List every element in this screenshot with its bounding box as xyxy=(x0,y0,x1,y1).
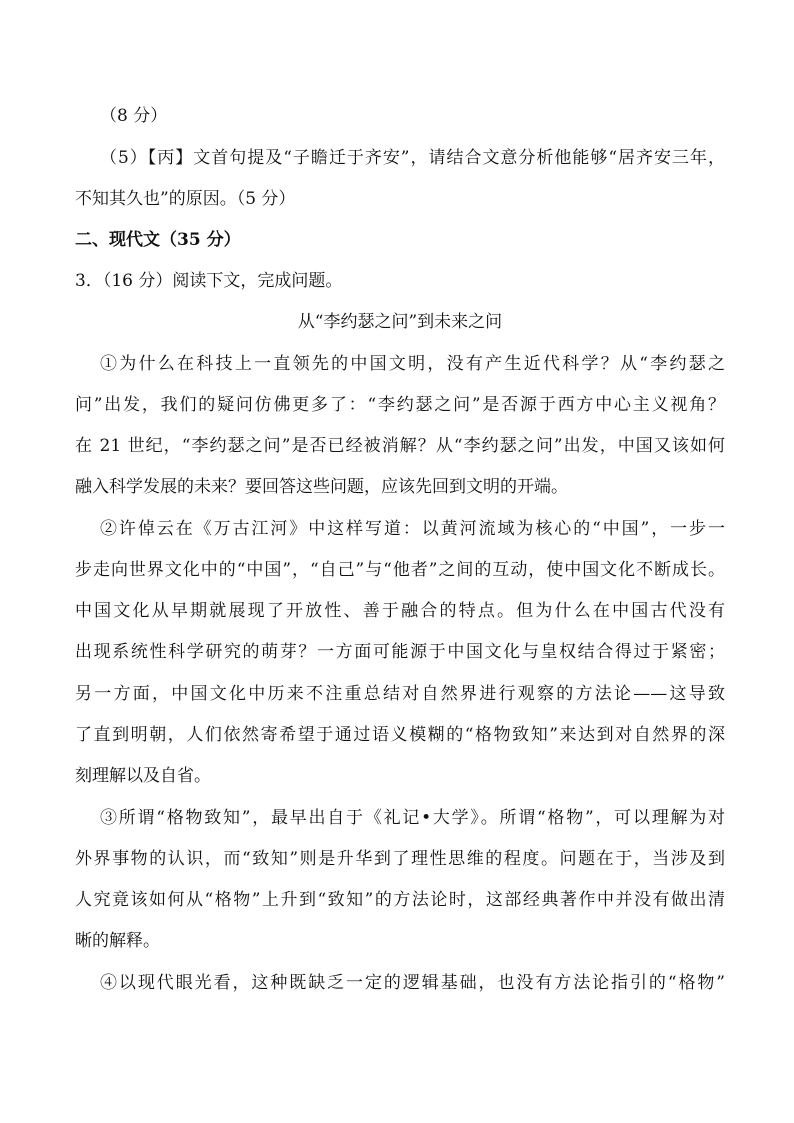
question-3-heading: 3．（16 分）阅读下文，完成问题。 xyxy=(75,271,343,291)
paragraph-3-line-3: 人究竟该如何从“格物”上升到“致知”的方法论时，这部经典著作中并没有做出清 xyxy=(75,890,725,910)
paragraph-2-line-3: 中国文化从早期就展现了开放性、善于融合的特点。但为什么在中国古代没有 xyxy=(75,601,725,621)
paragraph-1-line-1: ①为什么在科技上一直领先的中国文明，没有产生近代科学？从“李约瑟之 xyxy=(100,354,725,374)
paragraph-1-line-4: 融入科学发展的未来？要回答这些问题，应该先回到文明的开端。 xyxy=(75,477,568,497)
paragraph-3-line-2: 外界事物的认识，而“致知”则是升华到了理性思维的程度。问题在于，当涉及到 xyxy=(75,849,725,869)
score-note: （8 分） xyxy=(100,106,168,126)
paragraph-2-line-6: 了直到明朝，人们依然寄希望于通过语义模糊的“格物致知”来达到对自然界的深 xyxy=(75,725,725,745)
paragraph-2-line-2: 步走向世界文化中的“中国”，“自己”与“他者”之间的互动，使中国文化不断成长。 xyxy=(75,560,725,580)
question-5-line-2: 不知其久也”的原因。（5 分） xyxy=(75,189,296,209)
paragraph-4-line-1: ④以现代眼光看，这种既缺乏一定的逻辑基础，也没有方法论指引的“格物” xyxy=(100,973,725,993)
article-title: 从“李约瑟之问”到未来之问 xyxy=(297,312,503,332)
paragraph-3-line-4: 晰的解释。 xyxy=(75,931,160,951)
section-heading: 二、现代文（35 分） xyxy=(75,230,241,250)
paragraph-1-line-3: 在 21 世纪，“李约瑟之问”是否已经被消解？从“李约瑟之问”出发，中国又该如何 xyxy=(75,436,725,456)
question-5-line-1: （5）【丙】文首句提及“子瞻迁于齐安”，请结合文意分析他能够“居齐安三年， xyxy=(100,148,725,168)
paragraph-2-line-7: 刻理解以及自省。 xyxy=(75,766,211,786)
paragraph-2-line-4: 出现系统性科学研究的萌芽？一方面可能源于中国文化与皇权结合得过于紧密； xyxy=(75,642,725,662)
paragraph-2-line-1: ②许倬云在《万古江河》中这样写道：以黄河流域为核心的“中国”，一步一 xyxy=(100,519,725,539)
paragraph-3-line-1: ③所谓“格物致知”，最早出自于《礼记•大学》。所谓“格物”，可以理解为对 xyxy=(100,808,725,828)
paragraph-2-line-5: 另一方面，中国文化中历来不注重总结对自然界进行观察的方法论——这导致 xyxy=(75,684,725,704)
paragraph-1-line-2: 问”出发，我们的疑问仿佛更多了：“李约瑟之问”是否源于西方中心主义视角？ xyxy=(75,395,725,415)
